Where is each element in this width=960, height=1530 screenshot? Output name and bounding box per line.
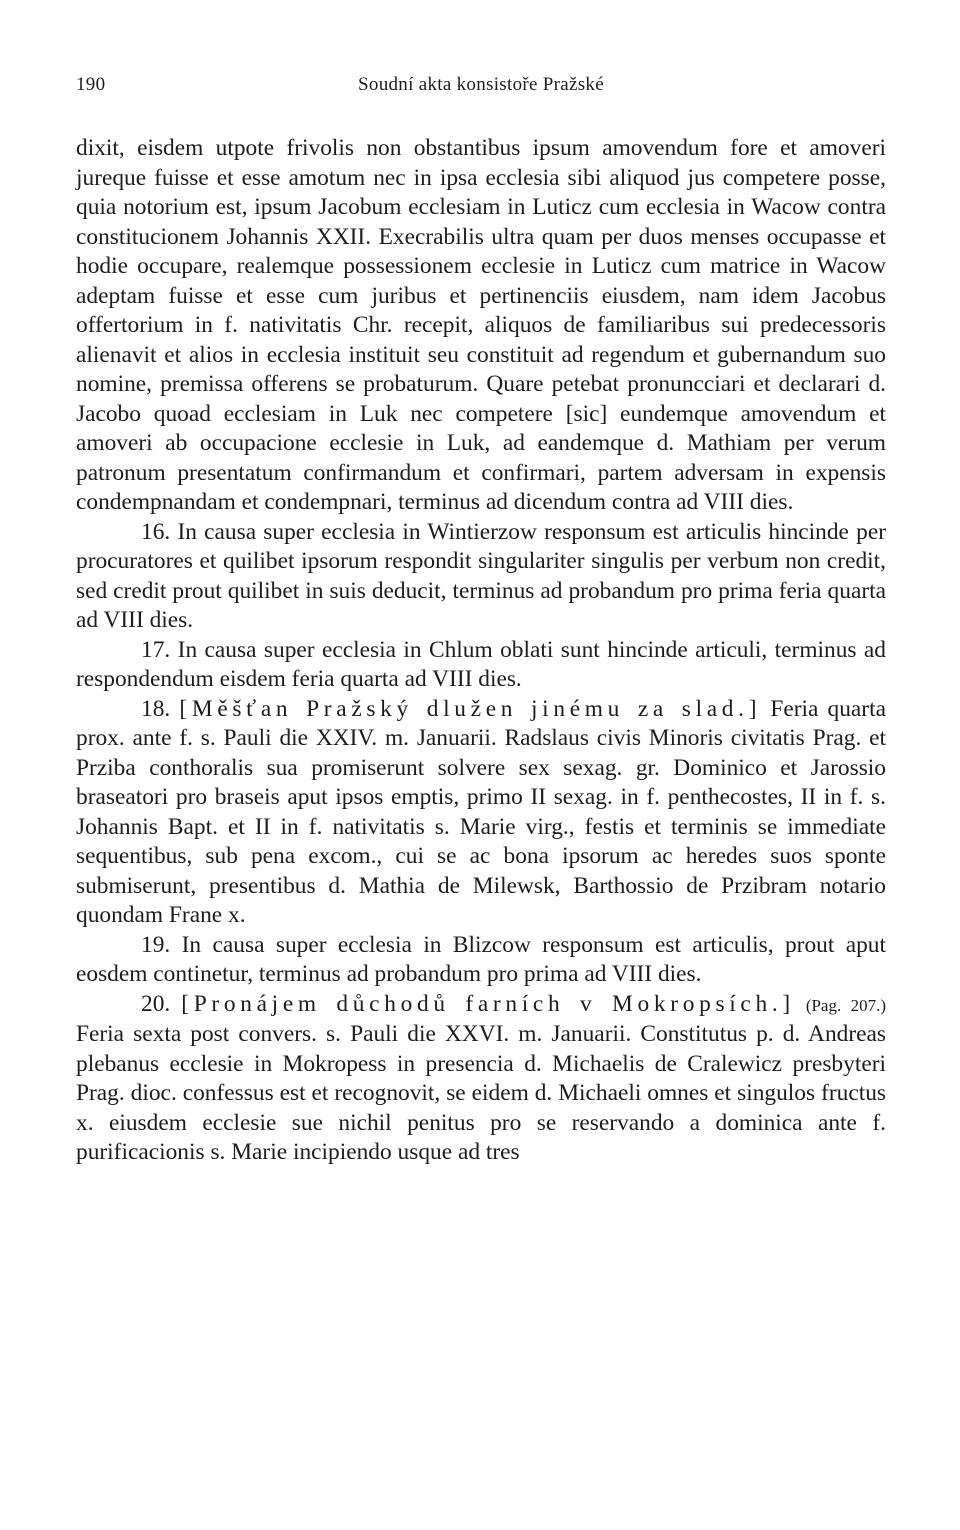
entry-20-title: [Pronájem důchodů farních v Mokropsích.] bbox=[181, 990, 795, 1017]
entry-19: 19. In causa super ecclesia in Blizcow responsum est articulis, prout aput eosdem continetur, terminus ad probandum pro prima ad VIII dies. bbox=[76, 931, 886, 987]
entry-17: 17. In causa super ecclesia in Chlum oblati sunt hincinde articuli, terminus ad respondendum eisdem feria quarta ad VIII dies. bbox=[76, 636, 886, 692]
paragraph-continued: dixit, eisdem utpote frivolis non obstantibus ipsum amovendum fore et amoveri jureque fuisse et esse amotum nec in ipsa ecclesia sibi aliquod jus competere posse, quia notorium est, ipsum Jacobum ecclesiam in Luticz cum ecclesia in Wacow contra constitucionem Johannis XXII. Execrabilis ultra quam per duos menses occupasse et hodie occupare, realemque possessionem ecclesie in Luticz cum matrice in Wacow adeptam fuisse et esse cum juribus et pertinenciis eiusdem, nam idem Jacobus offertorium in f. nativitatis Chr. recepit, aliquos de familiaribus sui predecessoris alienavit et alios in ecclesia instituit seu constituit ad regendum et gubernandum suo nomine, premissa offerens se probaturum. Quare petebat pronuncciari et declarari d. Jacobo quoad ecclesiam in Luk nec competere [sic] eundemque amovendum et amoveri ab occupacione ecclesie in Luk, ad eandemque d. Mathiam per verum patronum presentatum confirmandum et confirmari, partem adversam in expensis condempnandam et condempnari, terminus ad dicendum contra ad VIII dies. bbox=[76, 135, 886, 515]
entry-20-number: 20. bbox=[141, 990, 171, 1017]
entry-18-number: 18. bbox=[141, 695, 171, 722]
document-body bbox=[76, 134, 886, 1168]
page-number: 190 bbox=[76, 74, 106, 95]
running-title: Soudní akta konsistoře Pražské bbox=[358, 74, 604, 95]
page-header bbox=[76, 74, 886, 102]
entry-20-text: Feria sexta post convers. s. Pauli die XXVI. m. Januarii. Constitutus p. d. Andreas plebanus ecclesie in Mokropess in presencia d. Michaelis de Cralewicz presbyteri Prag. dioc. confessus est et recognovit, se eidem d. Michaeli omnes et singulos fructus x. eiusdem ecclesie sue nichil penitus pro se reservando a dominica ante f. purificacionis s. Marie incipiendo usque ad tres bbox=[76, 1021, 886, 1165]
entry-18 bbox=[76, 695, 886, 931]
page-reference: (Pag. 207.) bbox=[805, 995, 886, 1015]
entry-18-text: Feria quarta prox. ante f. s. Pauli die XXIV. m. Januarii. Radslaus civis Minoris civitatis Prag. et Prziba conthoralis sua promiserunt solvere sex sexag. gr. Dominico et Jarossio braseatori pro braseis aput ipsos emptis, primo II sexag. in f. penthecostes, II in f. s. Johannis Bapt. et II in f. nativitatis s. Marie virg., festis et terminis se immediate sequentibus, sub pena excom., cui se ac bona ipsorum ac heredes suos sponte submiserunt, presentibus d. Mathia de Milewsk, Barthossio de Przibram notario quondam Frane x. bbox=[76, 695, 886, 928]
entry-16: 16. In causa super ecclesia in Wintierzow responsum est articulis hincinde per procuratores et quilibet ipsorum respondit singulariter singulis per verbum non credit, sed credit prout quilibet in suis deducit, terminus ad probandum pro prima feria quarta ad VIII dies. bbox=[76, 518, 886, 633]
entry-20 bbox=[76, 990, 886, 1168]
entry-18-title: [Měšťan Pražský dlužen jinému za slad.] bbox=[179, 695, 762, 722]
